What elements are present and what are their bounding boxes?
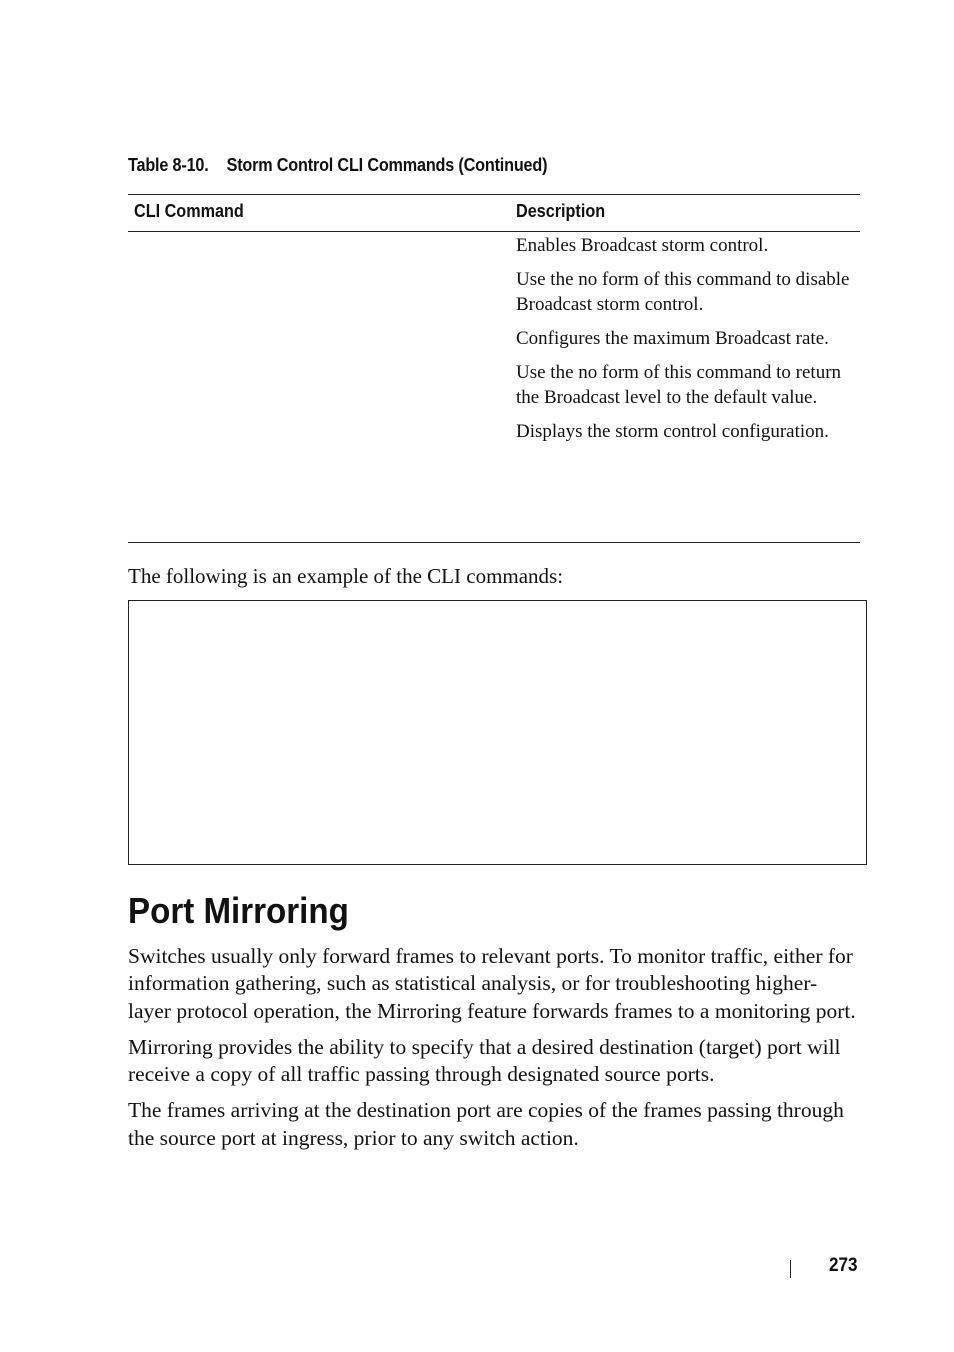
description-cell: Configures the maximum Broadcast rate. [516, 328, 829, 349]
paragraph: The frames arriving at the destination port are copies of the frames passing through the source port at ingress, prior to any switch action. [128, 1098, 844, 1150]
description-cell: Enables Broadcast storm control. [516, 235, 769, 256]
footer-divider [790, 1260, 791, 1278]
description-cell: Use the no form of this command to disable Broadcast storm control. [516, 269, 850, 315]
paragraph: Mirroring provides the ability to specify that a desired destination (target) port will receive a copy of all traffic passing through designated source ports. [128, 1034, 841, 1087]
cli-example-box [128, 600, 867, 865]
table-header-row [128, 195, 860, 232]
description-cell: Displays the storm control configuration. [516, 421, 829, 442]
page-number: 273 [829, 1255, 858, 1276]
header-cli-command: CLI Command [134, 201, 244, 221]
example-intro: The following is an example of the CLI commands: [128, 564, 564, 588]
header-description: Description [516, 201, 606, 221]
section-heading: Port Mirroring [128, 890, 349, 931]
section-body [128, 943, 858, 1161]
table-caption-title: Storm Control CLI Commands (Continued) [226, 155, 548, 175]
description-column [516, 233, 860, 453]
description-cell: Use the no form of this command to return the Broadcast level to the default value. [516, 362, 842, 408]
paragraph: Switches usually only forward frames to relevant ports. To monitor traffic, either for information gathering, such as statistical analysis, or for troubleshooting higher-layer protocol operation, the Mirroring feature forwards frames to a monitoring port. [128, 944, 856, 1023]
table-caption-label: Table 8-10. [128, 155, 209, 175]
table-caption [128, 155, 547, 176]
storm-control-table [128, 194, 860, 543]
